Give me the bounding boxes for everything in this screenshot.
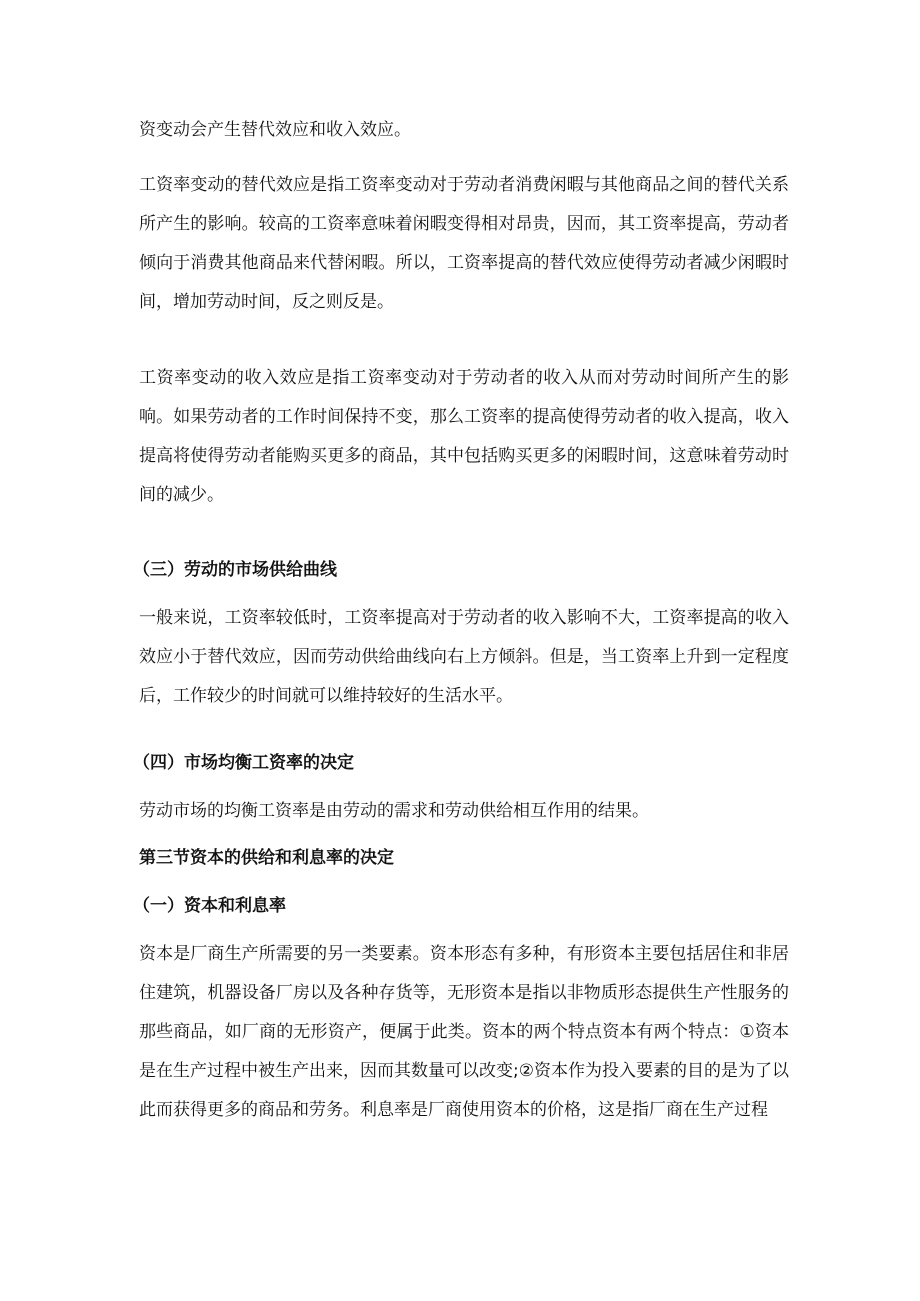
paragraph-wage-effects-intro: 资变动会产生替代效应和收入效应。 — [139, 120, 411, 140]
paragraph-substitution-effect: 工资率变动的替代效应是指工资率变动对于劳动者消费闲暇与其他商品之间的替代关系所产生的影响。较高的工资率意味着闲暇变得相对昂贵，因而，其工资率提高，劳动者倾向于消费其他商品来代替闲暇。所以，工资率提高的替代效应使得劳动者减少闲暇时间，增加劳动时间，反之则反是。 — [139, 175, 789, 312]
paragraph-labor-supply-curve: 一般来说，工资率较低时，工资率提高对于劳动者的收入影响不大，工资率提高的收入效应小于替代效应，因而劳动供给曲线向右上方倾斜。但是，当工资率上升到一定程度后，工作较少的时间就可以维持较好的生活水平。 — [139, 608, 789, 706]
paragraph-capital-definition: 资本是厂商生产所需要的另一类要素。资本形态有多种，有形资本主要包括居住和非居住建筑，机器设备厂房以及各种存货等，无形资本是指以非物质形态提供生产性服务的那些商品，如厂商的无形资产，便属于此类。资本的两个特点资本有两个特点：①资本是在生产过程中被生产出来，因而其数量可以改变;②资本作为投入要素的目的是为了以此而获得更多的商品和劳务。利息率是厂商使用资本的价格，这是指厂商在生产过程 — [139, 944, 789, 1120]
heading-capital-and-interest: （一）资本和利息率 — [133, 896, 286, 916]
section-title-capital-supply: 第三节资本的供给和利息率的决定 — [139, 848, 394, 868]
paragraph-income-effect: 工资率变动的收入效应是指工资率变动对于劳动者的收入从而对劳动时间所产生的影响。如果劳动者的工作时间保持不变，那么工资率的提高使得劳动者的收入提高，收入提高将使得劳动者能购买更多的商品，其中包括购买更多的闲暇时间，这意味着劳动时间的减少。 — [139, 368, 789, 505]
heading-equilibrium-wage-rate: （四）市场均衡工资率的决定 — [133, 753, 354, 773]
heading-market-labor-supply-curve: （三）劳动的市场供给曲线 — [133, 560, 337, 580]
paragraph-equilibrium-wage-rate: 劳动市场的均衡工资率是由劳动的需求和劳动供给相互作用的结果。 — [139, 801, 649, 821]
